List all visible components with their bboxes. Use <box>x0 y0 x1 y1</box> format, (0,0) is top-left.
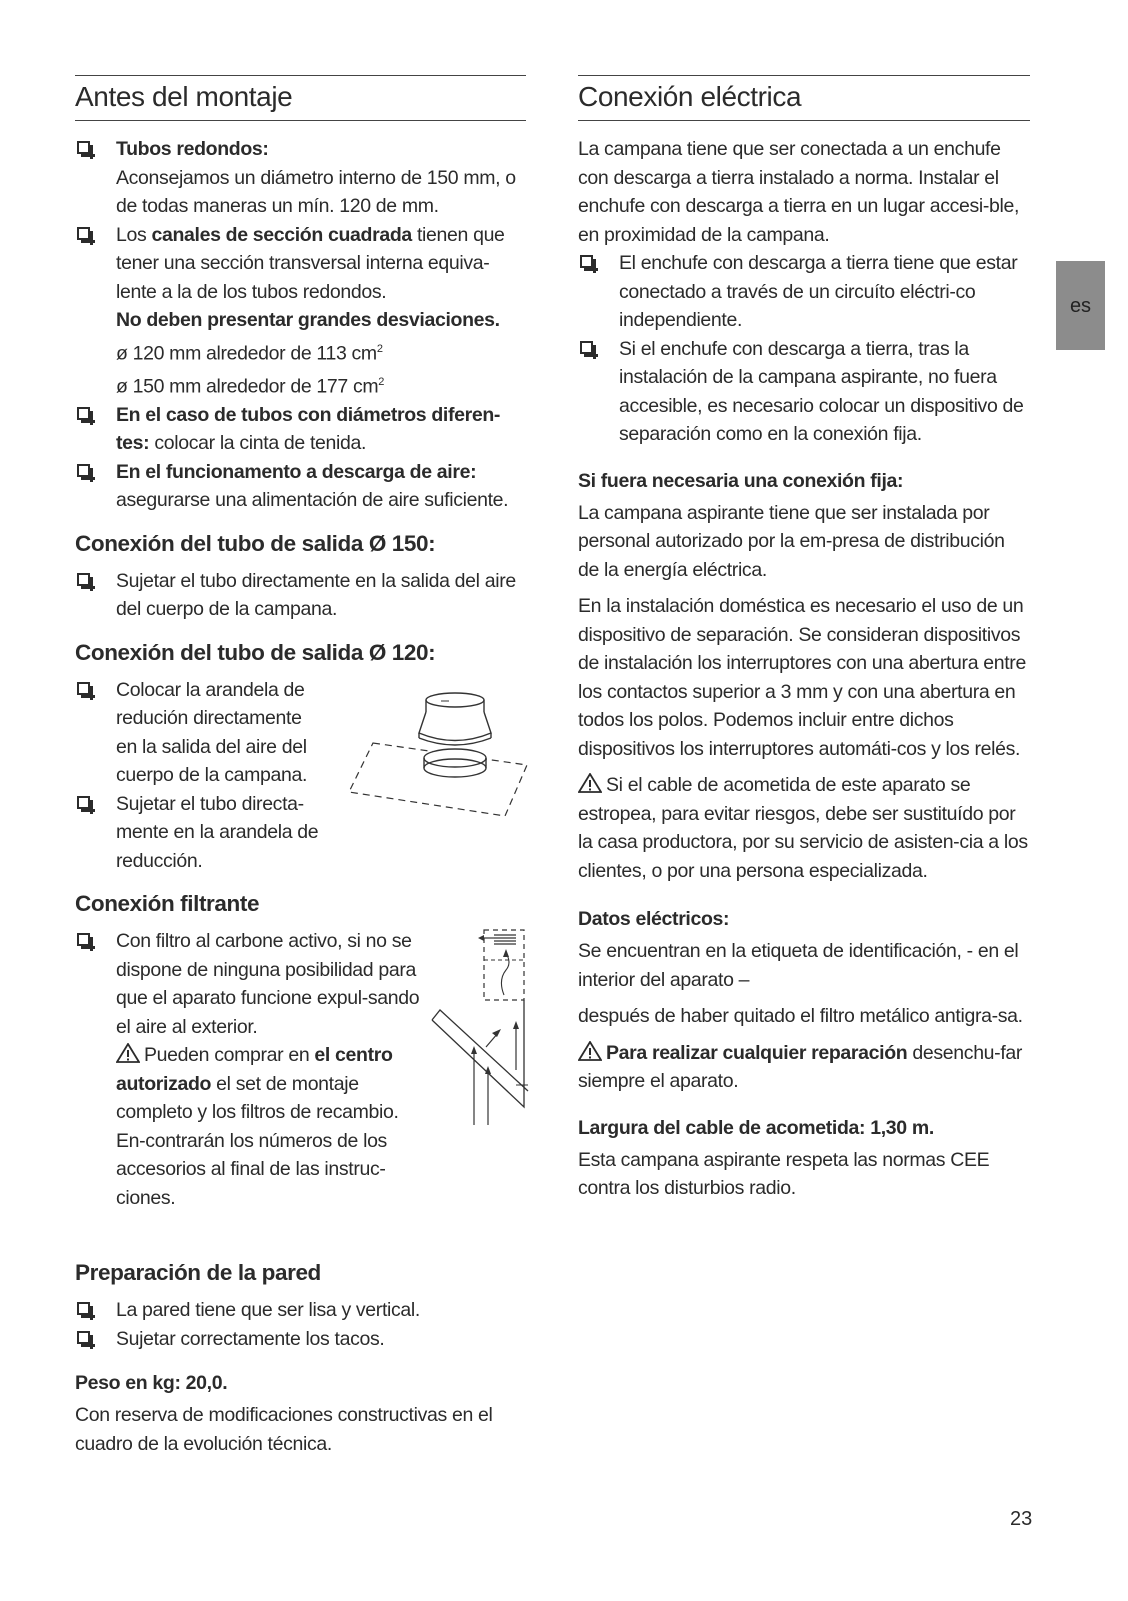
list-item-pared-1: La pared tiene que ser lisa y vertical. <box>75 1296 526 1325</box>
list-item-diametros: En el caso de tubos con diámetros diferen-tes: colocar la cinta de tenida. <box>75 401 526 458</box>
heading-filtrante: Conexión filtrante <box>75 891 260 916</box>
heading-datos: Datos eléctricos: <box>578 908 730 930</box>
checkbox-bullet-icon <box>77 796 90 809</box>
heading-tubo-150: Conexión del tubo de salida Ø 150: <box>75 530 436 556</box>
checkbox-bullet-icon <box>77 1302 90 1315</box>
checkbox-bullet-icon <box>77 227 90 240</box>
right-column <box>578 75 1030 1203</box>
paragraph-fija-2: En la instalación doméstica es necesario el uso de un dispositivo de separación. Se consideran dispositivos de instalación los interruptores con una abertura entre los contactos superior a 3 mm y con una abertura en todos los polos. Podemos incluir entre dichos dispositivos los interruptores automáti-cos y los relés. <box>578 595 1026 760</box>
filter-hood-illustration <box>428 925 530 1142</box>
heading-pared: Preparación de la pared <box>75 1260 321 1285</box>
checkbox-bullet-icon <box>77 933 90 946</box>
warning-icon <box>116 1043 140 1063</box>
paragraph-reserva: Con reserva de modificaciones constructivas en el cuadro de la evolución técnica. <box>75 1404 493 1455</box>
page-number: 23 <box>1010 1508 1033 1530</box>
heading-fija: Si fuera necesaria una conexión fija: <box>578 469 904 492</box>
checkbox-bullet-icon <box>580 341 593 354</box>
language-tab: es <box>1056 261 1105 350</box>
paragraph-intro: La campana tiene que ser conectada a un enchufe con descarga a tierra instalado a norma. Instalar el enchufe con descarga a tierra en un lugar accesi-ble, en proximidad de la campana. <box>578 138 1020 246</box>
checkbox-bullet-icon <box>77 407 90 420</box>
list-item-120b: Sujetar el tubo directa-mente en la arandela de reducción. <box>75 790 331 876</box>
section-title-antes: Antes del montaje <box>75 76 526 121</box>
warning-icon <box>578 773 602 793</box>
heading-peso: Peso en kg: 20,0. <box>75 1372 228 1394</box>
paragraph-datos-2: después de haber quitado el filtro metálico antigra-sa. <box>578 1005 1023 1027</box>
list-item-120a: Colocar la arandela de redución directamente en la salida del aire del cuerpo de la campana. <box>75 676 316 790</box>
reducer-ring-illustration <box>345 688 530 820</box>
checkbox-bullet-icon <box>77 141 90 154</box>
checkbox-bullet-icon <box>77 1331 90 1344</box>
list-item-enchufe-2: Si el enchufe con descarga a tierra, tras la instalación de la campana aspirante, no fuera accesible, es necesario colocar un dispositivo de separación como en la conexión fija. <box>578 335 1030 449</box>
list-item-filtrante: Con filtro al carbone activo, si no se dispone de ninguna posibilidad para que el aparato funcione expul-sando el aire al exterior. Pueden comprar en el centro autorizado el set de montaje completo y los filtros de recambio. En-contrarán los números de los accesorios al final de las instruc-ciones. <box>75 927 426 1212</box>
checkbox-bullet-icon <box>77 573 90 586</box>
paragraph-fija-1: La campana aspirante tiene que ser instalada por personal autorizado por la em-presa de distribución de la energía eléctrica. <box>578 501 1005 581</box>
warning-icon <box>578 1041 602 1061</box>
heading-tubo-120: Conexión del tubo de salida Ø 120: <box>75 639 436 665</box>
paragraph-warning-reparacion: Para realizar cualquier reparación desenchu-far siempre el aparato. <box>578 1041 1023 1092</box>
checkbox-bullet-icon <box>77 464 90 477</box>
checkbox-bullet-icon <box>77 682 90 695</box>
list-item-descarga: En el funcionamento a descarga de aire: asegurarse una alimentación de aire suficiente. <box>75 458 526 515</box>
paragraph-cable: Esta campana aspirante respeta las normas CEE contra los disturbios radio. <box>578 1148 990 1199</box>
paragraph-datos-1: Se encuentran en la etiqueta de identificación, - en el interior del aparato – <box>578 940 1019 991</box>
list-item-enchufe-1: El enchufe con descarga a tierra tiene que estar conectado a través de un circuíto eléctri-co independiente. <box>578 249 1030 335</box>
checkbox-bullet-icon <box>580 255 593 268</box>
heading-cable: Largura del cable de acometida: 1,30 m. <box>578 1116 934 1139</box>
list-item-pared-2: Sujetar correctamente los tacos. <box>75 1325 526 1354</box>
list-item-tubos: Tubos redondos: Aconsejamos un diámetro interno de 150 mm, o de todas maneras un mín. 120 de mm. <box>75 135 526 221</box>
list-item-canales: Los canales de sección cuadrada tienen que tener una sección transversal interna equiva-lente a la de los tubos redondos. No deben presentar grandes desviaciones. ø 120 mm alrededor de 113 $cm^2$ ø 150 mm alrededor de 177 $cm^2$ <box>75 221 526 401</box>
list-item-150: Sujetar el tubo directamente en la salida del aire del cuerpo de la campana. <box>75 567 526 624</box>
paragraph-warning-cable: Si el cable de acometida de este aparato se estropea, para evitar riesgos, debe ser sustituído por la casa productora, por su servicio de asisten-cia a los clientes, o por una persona especializada. <box>578 774 1028 882</box>
section-title-conexion: Conexión eléctrica <box>578 76 1030 121</box>
